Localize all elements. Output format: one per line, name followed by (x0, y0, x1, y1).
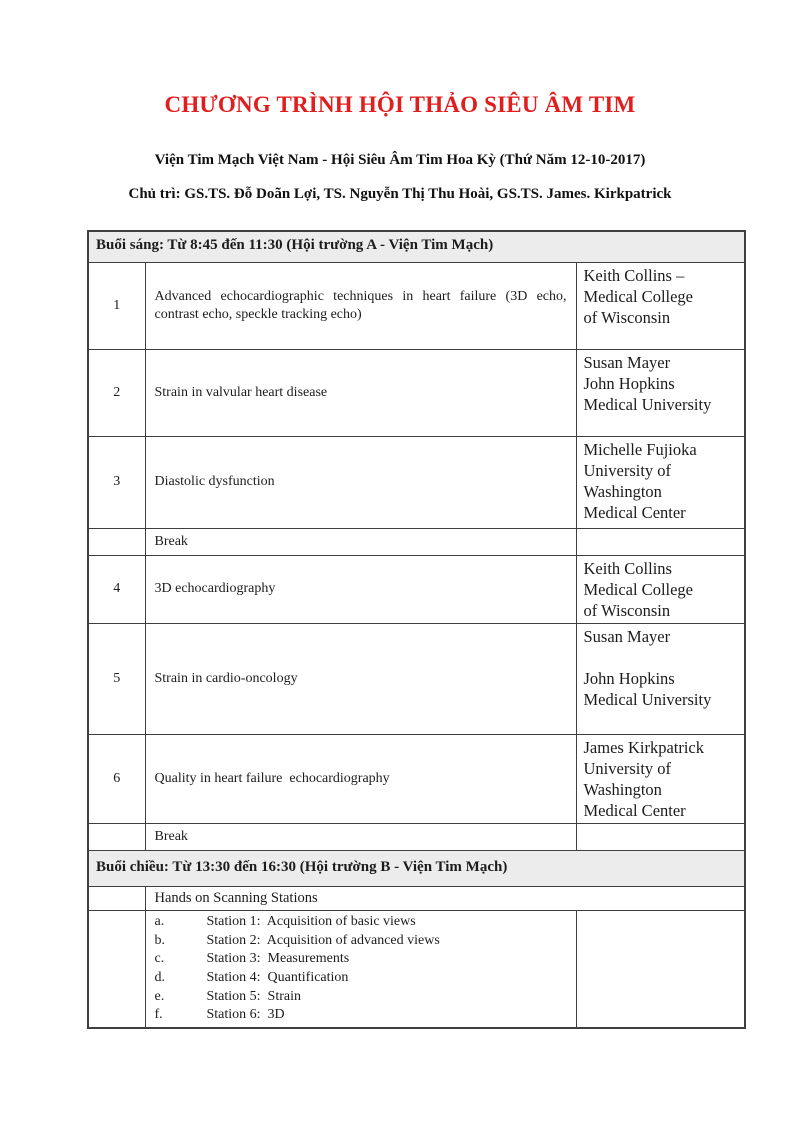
hands-on-row (88, 887, 745, 911)
station-text: Station 5: Strain (206, 988, 301, 1004)
agenda-row-6 (88, 734, 745, 823)
subtitle-chairs: Chủ trì: GS.TS. Đỗ Doãn Lợi, TS. Nguyễn Thị Thu Hoài, GS.TS. James. Kirkpatrick (128, 186, 672, 203)
stations-list (145, 911, 576, 1028)
item-number: 2 (88, 349, 145, 436)
stations-row (88, 911, 745, 1028)
speaker-cell: Keith Collins Medical College of Wisconsin (576, 555, 745, 623)
station-text: Station 6: 3D (206, 1007, 285, 1023)
break-row-2 (88, 823, 745, 850)
station-text: Station 3: Measurements (206, 951, 350, 967)
speaker-cell: Keith Collins – Medical College of Wisconsin (576, 262, 745, 349)
speaker-cell: Michelle Fujioka University of Washington Medical Center (576, 436, 745, 528)
agenda-row-2 (88, 349, 745, 436)
item-number: 6 (88, 734, 145, 823)
station-line (155, 950, 567, 969)
station-text: Station 1: Acquisition of basic views (206, 914, 416, 930)
program-table (87, 230, 746, 1028)
topic-cell: Quality in heart failure echocardiography (145, 734, 576, 823)
station-line (155, 932, 567, 951)
station-line (155, 969, 567, 988)
station-letter: f. (154, 1007, 163, 1023)
section-header-afternoon (88, 851, 745, 887)
page-title: CHƯƠNG TRÌNH HỘI THẢO SIÊU ÂM TIM (164, 92, 636, 117)
break-row-1 (88, 528, 745, 555)
empty-cell (576, 528, 745, 555)
station-line (155, 913, 567, 932)
empty-cell (576, 911, 745, 1028)
station-line (155, 988, 567, 1007)
station-text: Station 2: Acquisition of advanced views (206, 932, 440, 948)
agenda-row-1 (88, 262, 745, 349)
station-letter: e. (154, 988, 165, 1004)
speaker-cell: Susan Mayer John Hopkins Medical University (576, 623, 745, 734)
break-label: Break (145, 528, 576, 555)
agenda-row-3 (88, 436, 745, 528)
topic-cell: Diastolic dysfunction (145, 436, 576, 528)
item-number: 5 (88, 623, 145, 734)
break-label: Break (145, 823, 576, 850)
empty-cell (88, 823, 145, 850)
empty-cell (88, 911, 145, 1028)
station-letter: a. (154, 914, 165, 930)
topic-cell: Strain in valvular heart disease (145, 349, 576, 436)
item-number: 4 (88, 555, 145, 623)
station-text: Station 4: Quantification (206, 969, 349, 985)
empty-cell (576, 823, 745, 850)
topic-cell: Advanced echocardiographic techniques in heart failure (3D echo, contrast echo, speckle tracking echo) (145, 262, 576, 349)
empty-cell (88, 528, 145, 555)
topic-cell: 3D echocardiography (145, 555, 576, 623)
empty-cell (88, 887, 145, 911)
item-number: 1 (88, 262, 145, 349)
agenda-row-5 (88, 623, 745, 734)
topic-cell: Strain in cardio-oncology (145, 623, 576, 734)
section-header-morning-label: Buổi sáng: Từ 8:45 đến 11:30 (Hội trường A - Viện Tim Mạch) (88, 231, 745, 262)
station-line (155, 1006, 567, 1025)
speaker-cell: James Kirkpatrick University of Washington Medical Center (576, 734, 745, 823)
station-letter: c. (154, 951, 165, 967)
section-header-afternoon-label: Buổi chiều: Từ 13:30 đến 16:30 (Hội trường B - Viện Tim Mạch) (88, 851, 745, 887)
agenda-row-4 (88, 555, 745, 623)
hands-on-title: Hands on Scanning Stations (145, 887, 745, 911)
speaker-cell: Susan Mayer John Hopkins Medical University (576, 349, 745, 436)
station-letter: b. (154, 932, 165, 948)
section-header-morning (88, 231, 745, 262)
item-number: 3 (88, 436, 145, 528)
subtitle-organizers: Viện Tim Mạch Việt Nam - Hội Siêu Âm Tim Hoa Kỳ (Thứ Năm 12-10-2017) (154, 152, 646, 169)
station-letter: d. (154, 969, 165, 985)
